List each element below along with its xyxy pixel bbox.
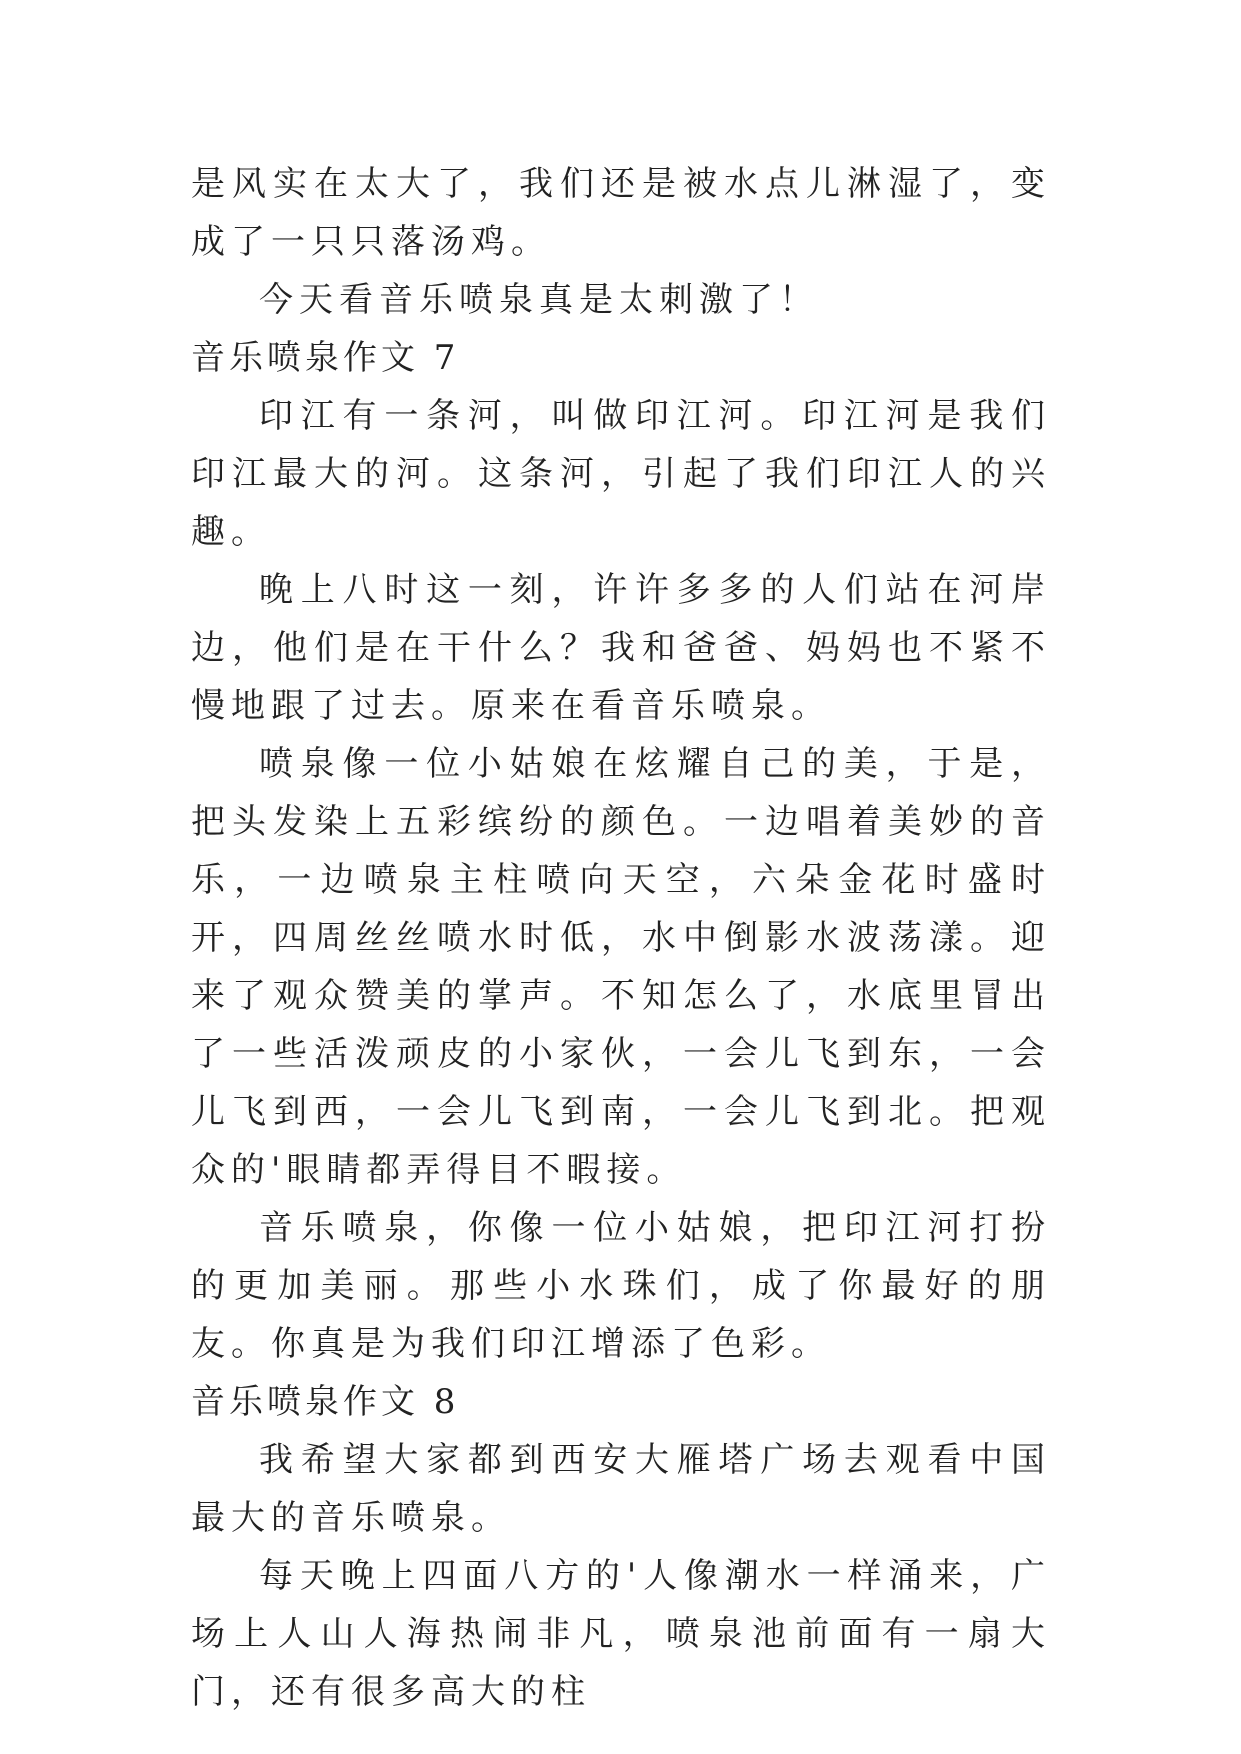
section-heading: 音乐喷泉作文 8 [191, 1382, 460, 1422]
paragraph: 印江有一条河，叫做印江河。印江河是我们印江最大的河。这条河，引起了我们印江人的兴趣。 [191, 396, 1051, 552]
section-heading: 音乐喷泉作文 7 [191, 338, 460, 378]
continued-paragraph: 是风实在太大了，我们还是被水点儿淋湿了，变成了一只只落汤鸡。 [191, 164, 1051, 262]
paragraph: 音乐喷泉，你像一位小姑娘，把印江河打扮的更加美丽。那些小水珠们，成了你最好的朋友。你真是为我们印江增添了色彩。 [191, 1208, 1051, 1364]
paragraph: 今天看音乐喷泉真是太刺激了！ [259, 280, 819, 320]
article-body [191, 155, 1051, 1721]
paragraph: 喷泉像一位小姑娘在炫耀自己的美，于是，把头发染上五彩缤纷的颜色。一边唱着美妙的音乐，一边喷泉主柱喷向天空，六朵金花时盛时开，四周丝丝喷水时低，水中倒影水波荡漾。迎来了观众赞美的掌声。不知怎么了，水底里冒出了一些活泼顽皮的小家伙，一会儿飞到东，一会儿飞到西，一会儿飞到南，一会儿飞到北。把观众的'眼睛都弄得目不暇接。 [191, 744, 1051, 1190]
paragraph: 我希望大家都到西安大雁塔广场去观看中国最大的音乐喷泉。 [191, 1440, 1051, 1538]
paragraph: 晚上八时这一刻，许许多多的人们站在河岸边，他们是在干什么？我和爸爸、妈妈也不紧不慢地跟了过去。原来在看音乐喷泉。 [191, 570, 1051, 726]
paragraph: 每天晚上四面八方的'人像潮水一样涌来，广场上人山人海热闹非凡，喷泉池前面有一扇大门，还有很多高大的柱 [191, 1556, 1051, 1712]
